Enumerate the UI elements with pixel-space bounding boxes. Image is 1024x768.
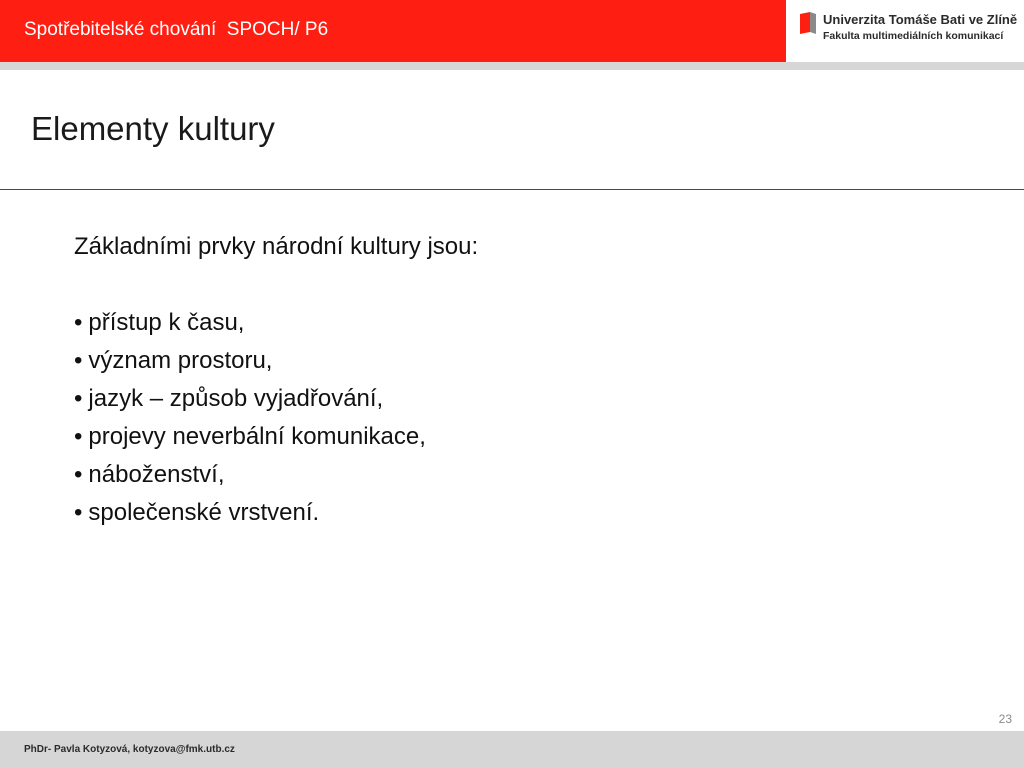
header-divider-band xyxy=(0,62,1024,70)
list-item-text: společenské vrstvení. xyxy=(88,499,320,526)
content-intro: Základními prvky národní kultury jsou: xyxy=(74,233,479,260)
list-item xyxy=(74,304,478,342)
list-item xyxy=(74,418,478,456)
list-item xyxy=(74,494,478,532)
faculty-name: Fakulta multimediálních komunikací xyxy=(823,30,1004,42)
list-item-text: význam prostoru, xyxy=(88,347,273,374)
list-item xyxy=(74,380,478,418)
slide-content xyxy=(74,228,478,532)
header-bar xyxy=(0,0,786,62)
university-logo xyxy=(786,0,1024,62)
list-item-text: jazyk – způsob vyjadřování, xyxy=(88,385,384,412)
bullet-icon: • xyxy=(74,499,83,526)
title-divider xyxy=(0,189,1024,190)
list-item-text: projevy neverbální komunikace, xyxy=(88,423,426,450)
page-number: 23 xyxy=(998,712,1012,726)
list-item-text: náboženství, xyxy=(88,461,225,488)
bullet-icon: • xyxy=(74,309,83,336)
bullet-icon: • xyxy=(74,423,83,450)
bullet-list xyxy=(74,304,478,532)
book-logo-icon xyxy=(800,12,816,34)
bullet-icon: • xyxy=(74,385,83,412)
list-item-text: přístup k času, xyxy=(88,309,245,336)
slide-title: Elementy kultury xyxy=(31,110,275,147)
bullet-icon: • xyxy=(74,347,83,374)
list-item xyxy=(74,456,478,494)
list-item xyxy=(74,342,478,380)
university-name: Univerzita Tomáše Bati ve Zlíně xyxy=(823,12,1018,27)
footer-bar xyxy=(0,731,1024,768)
course-title: Spotřebitelské chování SPOCH/ P6 xyxy=(24,19,329,40)
bullet-icon: • xyxy=(74,461,83,488)
footer-author: PhDr- Pavla Kotyzová, kotyzova@fmk.utb.cz xyxy=(24,744,235,755)
